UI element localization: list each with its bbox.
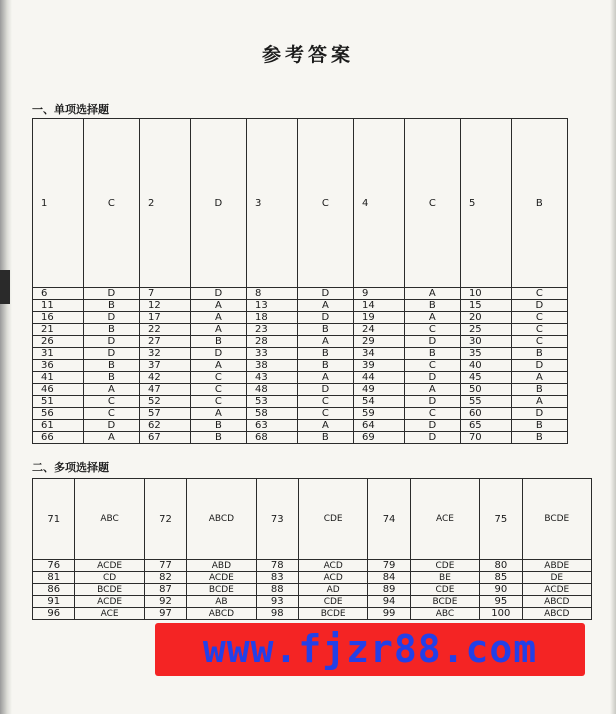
- question-number: 100: [480, 608, 522, 620]
- answer-cell: D: [404, 372, 460, 384]
- question-number: 62: [139, 420, 190, 432]
- question-number: 59: [353, 408, 404, 420]
- answer-cell: BE: [410, 572, 479, 584]
- question-number: 28: [246, 336, 297, 348]
- question-number: 7: [139, 288, 190, 300]
- question-number: 15: [460, 300, 511, 312]
- question-number: 92: [144, 596, 186, 608]
- answer-cell: A: [83, 384, 139, 396]
- question-number: 23: [246, 324, 297, 336]
- answer-cell: ACE: [75, 608, 144, 620]
- table-row: [33, 312, 568, 324]
- answer-cell: C: [83, 408, 139, 420]
- answer-cell: D: [83, 420, 139, 432]
- question-number: 8: [246, 288, 297, 300]
- answer-cell: C: [404, 324, 460, 336]
- answer-cell: DE: [522, 572, 591, 584]
- question-number: 29: [353, 336, 404, 348]
- answer-cell: ABCD: [522, 596, 591, 608]
- question-number: 85: [480, 572, 522, 584]
- question-number: 43: [246, 372, 297, 384]
- table-row: [33, 360, 568, 372]
- page-right-shadow: [610, 0, 616, 714]
- table-row: [33, 408, 568, 420]
- question-number: 57: [139, 408, 190, 420]
- question-number: 89: [368, 584, 410, 596]
- answer-cell: B: [83, 372, 139, 384]
- answer-cell: B: [190, 420, 246, 432]
- answer-cell: A: [83, 432, 139, 444]
- answer-cell: D: [83, 336, 139, 348]
- table-row: [33, 348, 568, 360]
- answer-cell: C: [83, 119, 139, 288]
- question-number: 25: [460, 324, 511, 336]
- question-number: 36: [33, 360, 84, 372]
- question-number: 31: [33, 348, 84, 360]
- page-title: 参考答案: [261, 44, 354, 66]
- question-number: 66: [33, 432, 84, 444]
- question-number: 67: [139, 432, 190, 444]
- answer-cell: B: [404, 300, 460, 312]
- single-choice-answer-table: [32, 118, 568, 444]
- question-number: 70: [460, 432, 511, 444]
- answer-cell: B: [83, 324, 139, 336]
- answer-cell: ACDE: [75, 596, 144, 608]
- table-row: [33, 372, 568, 384]
- answer-cell: D: [83, 288, 139, 300]
- table-row: [33, 420, 568, 432]
- answer-cell: D: [297, 288, 353, 300]
- table-row: [33, 432, 568, 444]
- question-number: 19: [353, 312, 404, 324]
- question-number: 27: [139, 336, 190, 348]
- question-number: 41: [33, 372, 84, 384]
- answer-cell: B: [404, 348, 460, 360]
- question-number: 75: [480, 479, 522, 560]
- question-number: 2: [139, 119, 190, 288]
- table-row: [33, 572, 592, 584]
- question-number: 37: [139, 360, 190, 372]
- answer-cell: A: [404, 384, 460, 396]
- answer-cell: BCDE: [522, 479, 591, 560]
- answer-cell: C: [190, 384, 246, 396]
- question-number: 95: [480, 596, 522, 608]
- question-number: 10: [460, 288, 511, 300]
- answer-cell: A: [190, 324, 246, 336]
- question-number: 42: [139, 372, 190, 384]
- question-number: 5: [460, 119, 511, 288]
- section-heading-single-choice: 一、单项选择题: [32, 103, 109, 116]
- question-number: 48: [246, 384, 297, 396]
- answer-cell: A: [511, 396, 567, 408]
- question-number: 63: [246, 420, 297, 432]
- answer-cell: D: [511, 300, 567, 312]
- answer-cell: ACD: [299, 572, 368, 584]
- question-number: 24: [353, 324, 404, 336]
- question-number: 13: [246, 300, 297, 312]
- section-heading-multiple-choice: 二、多项选择题: [32, 461, 109, 474]
- question-number: 3: [246, 119, 297, 288]
- answer-cell: C: [297, 119, 353, 288]
- answer-cell: D: [190, 119, 246, 288]
- answer-cell: ACD: [299, 560, 368, 572]
- answer-cell: D: [511, 360, 567, 372]
- answer-cell: ABC: [75, 479, 144, 560]
- answer-cell: ABC: [410, 608, 479, 620]
- binding-tab-mark: [0, 270, 10, 304]
- question-number: 12: [139, 300, 190, 312]
- answer-cell: BCDE: [299, 608, 368, 620]
- question-number: 53: [246, 396, 297, 408]
- question-number: 96: [33, 608, 75, 620]
- table-row: [33, 584, 592, 596]
- table-row: [33, 560, 592, 572]
- answer-cell: B: [190, 432, 246, 444]
- question-number: 73: [256, 479, 298, 560]
- question-number: 38: [246, 360, 297, 372]
- question-number: 9: [353, 288, 404, 300]
- answer-cell: D: [404, 432, 460, 444]
- answer-cell: A: [297, 372, 353, 384]
- answer-cell: ABCD: [522, 608, 591, 620]
- question-number: 47: [139, 384, 190, 396]
- answer-cell: BCDE: [187, 584, 256, 596]
- question-number: 44: [353, 372, 404, 384]
- question-number: 33: [246, 348, 297, 360]
- answer-cell: C: [297, 408, 353, 420]
- answer-cell: D: [404, 396, 460, 408]
- answer-cell: CDE: [410, 584, 479, 596]
- question-number: 4: [353, 119, 404, 288]
- question-number: 90: [480, 584, 522, 596]
- table-row: [33, 384, 568, 396]
- question-number: 99: [368, 608, 410, 620]
- answer-cell: D: [297, 384, 353, 396]
- question-number: 21: [33, 324, 84, 336]
- question-number: 98: [256, 608, 298, 620]
- question-number: 52: [139, 396, 190, 408]
- question-number: 82: [144, 572, 186, 584]
- table-row: [33, 596, 592, 608]
- answer-cell: C: [511, 324, 567, 336]
- question-number: 26: [33, 336, 84, 348]
- question-number: 46: [33, 384, 84, 396]
- question-number: 94: [368, 596, 410, 608]
- question-number: 34: [353, 348, 404, 360]
- question-number: 93: [256, 596, 298, 608]
- question-number: 72: [144, 479, 186, 560]
- answer-cell: C: [297, 396, 353, 408]
- answer-cell: A: [190, 300, 246, 312]
- answer-cell: B: [297, 360, 353, 372]
- question-number: 84: [368, 572, 410, 584]
- answer-cell: C: [404, 360, 460, 372]
- answer-cell: B: [190, 336, 246, 348]
- answer-cell: B: [511, 432, 567, 444]
- answer-cell: BCDE: [410, 596, 479, 608]
- question-number: 58: [246, 408, 297, 420]
- answer-cell: ACDE: [522, 584, 591, 596]
- answer-cell: B: [297, 432, 353, 444]
- question-number: 88: [256, 584, 298, 596]
- answer-cell: B: [297, 348, 353, 360]
- question-number: 54: [353, 396, 404, 408]
- question-number: 6: [33, 288, 84, 300]
- answer-cell: A: [190, 408, 246, 420]
- answer-cell: A: [190, 312, 246, 324]
- answer-cell: C: [190, 372, 246, 384]
- question-number: 32: [139, 348, 190, 360]
- answer-cell: ACDE: [75, 560, 144, 572]
- question-number: 55: [460, 396, 511, 408]
- answer-cell: D: [297, 312, 353, 324]
- question-number: 80: [480, 560, 522, 572]
- answer-cell: C: [404, 119, 460, 288]
- question-number: 49: [353, 384, 404, 396]
- answer-cell: C: [190, 396, 246, 408]
- question-number: 56: [33, 408, 84, 420]
- question-number: 40: [460, 360, 511, 372]
- question-number: 71: [33, 479, 75, 560]
- answer-cell: B: [297, 324, 353, 336]
- question-number: 1: [33, 119, 84, 288]
- answer-cell: A: [511, 372, 567, 384]
- answer-cell: A: [297, 336, 353, 348]
- question-number: 78: [256, 560, 298, 572]
- answer-cell: A: [297, 300, 353, 312]
- answer-cell: CD: [75, 572, 144, 584]
- question-number: 83: [256, 572, 298, 584]
- answer-cell: AD: [299, 584, 368, 596]
- question-number: 50: [460, 384, 511, 396]
- table-row: [33, 479, 592, 560]
- question-number: 11: [33, 300, 84, 312]
- question-number: 65: [460, 420, 511, 432]
- answer-cell: D: [190, 348, 246, 360]
- answer-cell: D: [83, 312, 139, 324]
- question-number: 51: [33, 396, 84, 408]
- question-number: 17: [139, 312, 190, 324]
- answer-cell: D: [83, 348, 139, 360]
- answer-cell: ACE: [410, 479, 479, 560]
- question-number: 61: [33, 420, 84, 432]
- answer-cell: ABDE: [522, 560, 591, 572]
- answer-cell: C: [511, 312, 567, 324]
- answer-cell: C: [404, 408, 460, 420]
- answer-cell: ABCD: [187, 608, 256, 620]
- question-number: 64: [353, 420, 404, 432]
- question-number: 22: [139, 324, 190, 336]
- question-number: 87: [144, 584, 186, 596]
- question-number: 77: [144, 560, 186, 572]
- answer-cell: A: [404, 288, 460, 300]
- table-row: [33, 324, 568, 336]
- answer-cell: C: [83, 396, 139, 408]
- question-number: 68: [246, 432, 297, 444]
- answer-cell: A: [404, 312, 460, 324]
- question-number: 79: [368, 560, 410, 572]
- question-number: 16: [33, 312, 84, 324]
- question-number: 39: [353, 360, 404, 372]
- question-number: 18: [246, 312, 297, 324]
- answer-cell: ABD: [187, 560, 256, 572]
- answer-cell: B: [511, 348, 567, 360]
- question-number: 35: [460, 348, 511, 360]
- question-number: 74: [368, 479, 410, 560]
- table-row: [33, 336, 568, 348]
- answer-cell: B: [83, 360, 139, 372]
- answer-cell: CDE: [410, 560, 479, 572]
- page-binding-shadow: [0, 0, 12, 714]
- question-number: 97: [144, 608, 186, 620]
- answer-cell: ABCD: [187, 479, 256, 560]
- question-number: 81: [33, 572, 75, 584]
- answer-cell: D: [404, 420, 460, 432]
- multiple-choice-answer-table: [32, 478, 592, 620]
- answer-cell: C: [511, 336, 567, 348]
- question-number: 30: [460, 336, 511, 348]
- answer-cell: C: [511, 288, 567, 300]
- answer-cell: D: [511, 408, 567, 420]
- question-number: 91: [33, 596, 75, 608]
- answer-cell: B: [83, 300, 139, 312]
- answer-cell: D: [190, 288, 246, 300]
- watermark-url: www.fjzr88.com: [202, 627, 538, 671]
- answer-cell: B: [511, 119, 567, 288]
- table-row: [33, 300, 568, 312]
- question-number: 45: [460, 372, 511, 384]
- table-row: [33, 396, 568, 408]
- question-number: 86: [33, 584, 75, 596]
- answer-cell: A: [190, 360, 246, 372]
- question-number: 14: [353, 300, 404, 312]
- answer-cell: B: [511, 420, 567, 432]
- question-number: 76: [33, 560, 75, 572]
- watermark-banner: [155, 623, 585, 676]
- answer-cell: A: [297, 420, 353, 432]
- answer-cell: BCDE: [75, 584, 144, 596]
- question-number: 60: [460, 408, 511, 420]
- answer-cell: CDE: [299, 479, 368, 560]
- question-number: 69: [353, 432, 404, 444]
- answer-cell: B: [511, 384, 567, 396]
- answer-cell: AB: [187, 596, 256, 608]
- table-row: [33, 608, 592, 620]
- table-row: [33, 288, 568, 300]
- question-number: 20: [460, 312, 511, 324]
- answer-cell: ACDE: [187, 572, 256, 584]
- table-row: [33, 119, 568, 288]
- answer-cell: D: [404, 336, 460, 348]
- answer-cell: CDE: [299, 596, 368, 608]
